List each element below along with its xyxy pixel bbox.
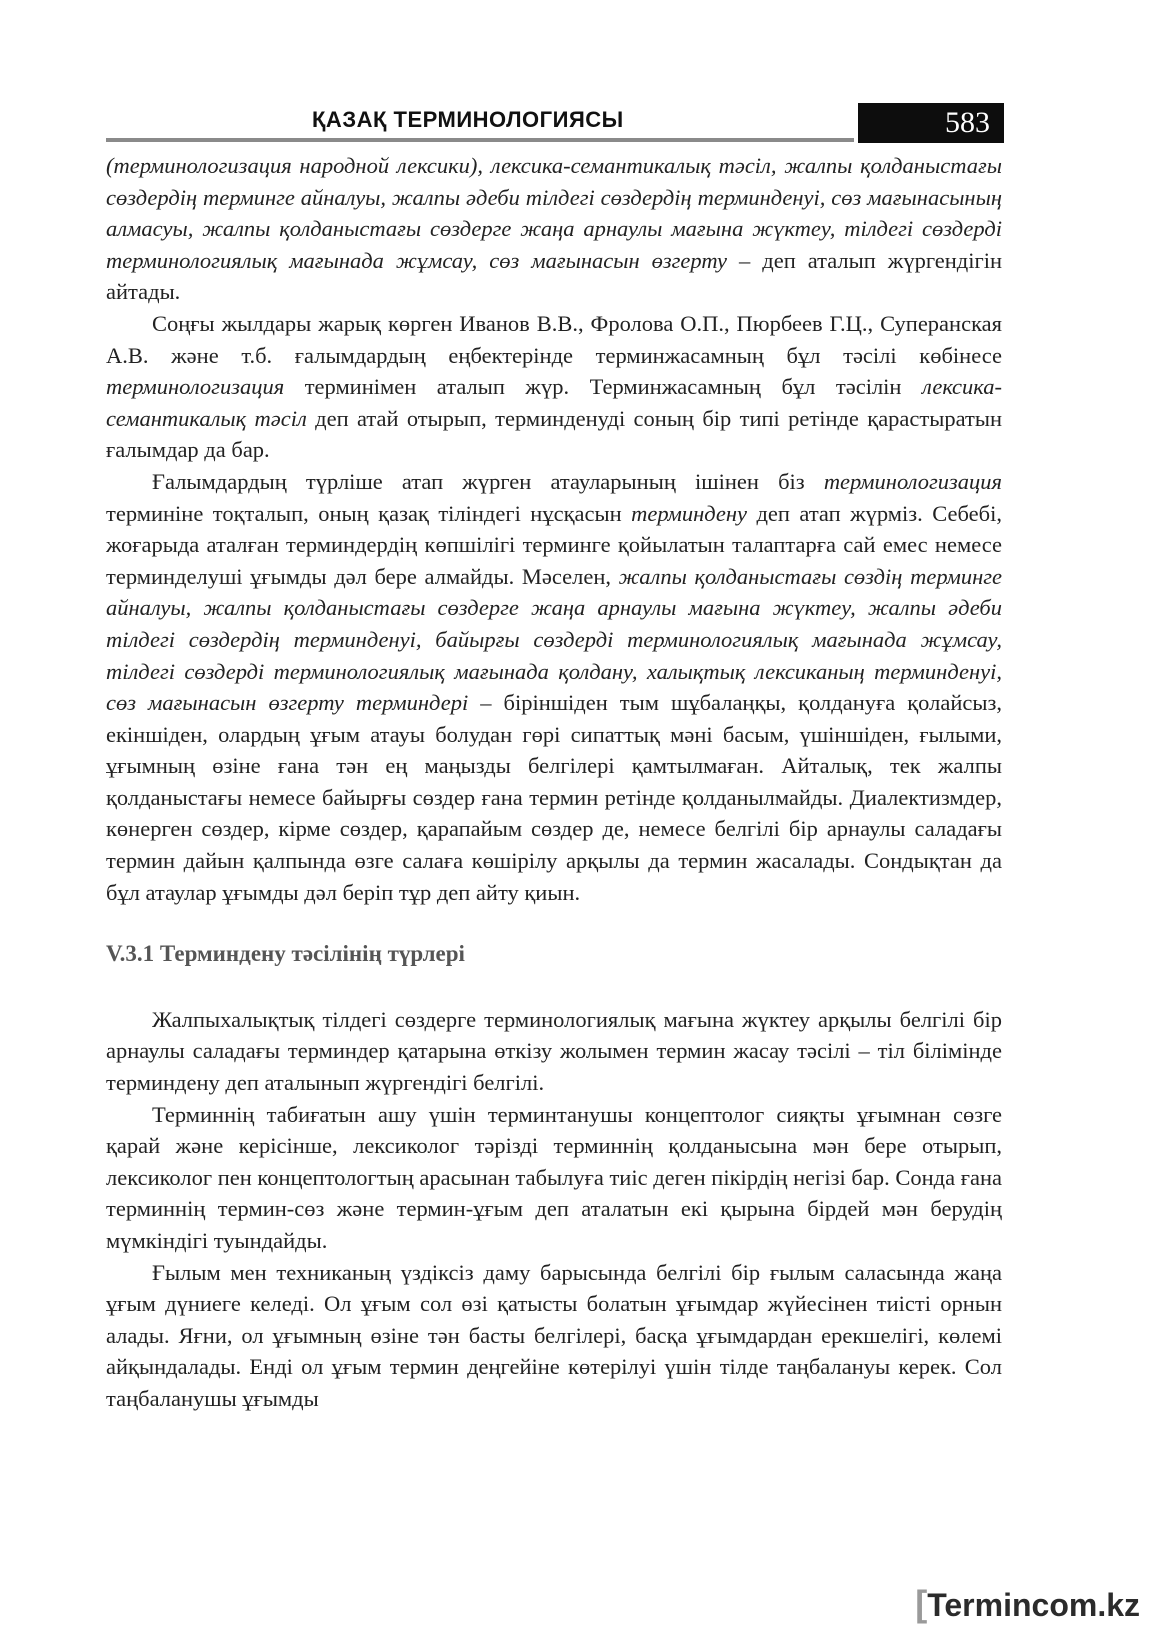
paragraph-3 <box>106 466 1002 908</box>
paragraph-1-text: – деп аталып жүргендігін айтады. <box>106 247 1002 305</box>
paragraph-2-term-a: терминологизация <box>106 374 285 400</box>
page-body <box>106 150 1002 1415</box>
running-title: ҚАЗАҚ ТЕРМИНОЛОГИЯСЫ <box>312 107 624 132</box>
watermark-text: ermincom.kz <box>944 1587 1140 1623</box>
paragraph-6: Ғылым мен техниканың үздіксіз даму барысында белгілі бір ғылым саласында жаңа ұғым дүниеге келеді. Ол ұғым сол өзі қатысты болатын ұғымдар жүйесінен тиісті орнын алады. Яғни, ол ұғымның өзіне тән басты белгілері, басқа ұғымдардан ерекшелігі, көлемі айқындалады. Енді ол ұғым термин деңгейіне көтерілуі үшін тілде таңбалануы керек. Сол таңбаланушы ұғымды <box>106 1259 1002 1411</box>
watermark-t: T <box>927 1587 945 1623</box>
section-heading: V.3.1 Терминдену тәсілінің түрлері <box>106 941 465 967</box>
page-number: 583 <box>858 103 1004 143</box>
paragraph-2-term-b: лексика-семантикалық тәсіл <box>106 374 1002 431</box>
paragraph-2 <box>106 308 1002 466</box>
paragraph-3-text-a: Ғалымдардың түрліше атап жүрген атауларының ішінен біз <box>152 468 824 494</box>
termincom-watermark-logo <box>915 1583 1140 1625</box>
paragraph-3-text-c: деп атап жүрміз. Себебі, жоғарыда аталған терминдердің көпшілігі терминге қойылатын талаптарға сай емес немесе терминделуші ұғымды дәл бере алмайды. Мәселен, <box>106 500 1002 589</box>
paragraph-3-term-list: жалпы қолданыстағы сөздің терминге айналуы, жалпы қолданыстағы сөздерге жаңа арнаулы мағына жүктеу, жалпы әдеби тілдегі сөздердің терминденуі, байырғы сөздерді терминологиялық мағынада жұмсау, тілдегі сөздерді терминологиялық мағынада қолдану, халықтық лексиканың терминденуі, сөз мағынасын өзгерту терминдері <box>106 563 1003 716</box>
header-rule <box>106 138 854 142</box>
watermark-bracket: [ <box>915 1583 928 1624</box>
paragraph-3-term-b: терминдену <box>631 500 748 526</box>
paragraph-1 <box>106 150 1002 308</box>
page-header <box>106 103 1002 147</box>
paragraph-3-text-d: – біріншіден тым шұбалаңқы, қолдануға қолайсыз, екіншіден, олардың ұғым атауы болудан гөрі сипаттық мәні басым, үшіншіден, ғылыми, ұғымның өзіне ғана тән ең маңызды белгілері қамтылмаған. Айталық, тек жалпы қолданыстағы немесе байырғы сөздер ғана термин ретінде қолданылмайды. Диалектизмдер, көнерген сөздер, кірме сөздер, қарапайым сөздер де, немесе белгілі бір арнаулы саладағы термин дайын қалпында өзге салаға көшірілу арқылы да термин жасалады. Сондықтан да бұл атаулар ұғымды дәл беріп тұр деп айту қиын. <box>106 690 1002 905</box>
paragraph-5: Терминнің табиғатын ашу үшін терминтанушы концептолог сияқты ұғымнан сөзге қарай және керісінше, лексиколог тәрізді терминнің қолданысына мән бере отырып, лексиколог пен концептологтың арасынан табылуға тиіс деген пікірдің негізі бар. Сонда ғана терминнің термин-сөз және термин-ұғым деп аталатын екі қырына бірдей мән берудің мүмкіндігі туындайды. <box>106 1101 1002 1253</box>
italic-term-list: (терминологизация народной лексики), лексика-семантикалық тәсіл, жалпы қолданыстағы сөздердің терминге айналуы, жалпы әдеби тілдегі сөздердің терминденуі, сөз мағынасының алмасуы, жалпы қолданыстағы сөздерге жаңа арнаулы мағына жүктеу, тілдегі сөздерді терминологиялық мағынада жұмсау, сөз мағынасын өзгерту <box>106 153 1002 273</box>
paragraph-2-text-b: терминімен аталып жүр. Терминжасамның бұл тәсілін <box>284 374 923 400</box>
paragraph-4: Жалпыхалықтық тілдегі сөздерге терминологиялық мағына жүктеу арқылы белгілі бір арнаулы саладағы терминдер қатарына өткізу жолымен термин жасау тәсілі – тіл білімінде терминдену деп аталынып жүргендігі белгілі. <box>106 1006 1002 1096</box>
paragraph-3-text-b: терминіне тоқталып, оның қазақ тіліндегі нұсқасын <box>106 500 632 526</box>
paragraph-2-text-a: Соңғы жылдары жарық көрген Иванов В.В., Фролова О.П., Пюрбеев Г.Ц., Суперанская А.В. және т.б. ғалымдардың еңбектерінде терминжасамның бұл тәсілі көбінесе <box>106 310 1002 368</box>
paragraph-2-text-c: деп атай отырып, терминденуді соның бір типі ретінде қарастыратын ғалымдар да бар. <box>106 405 1002 463</box>
paragraph-3-term-a: терминологизация <box>823 468 1002 494</box>
